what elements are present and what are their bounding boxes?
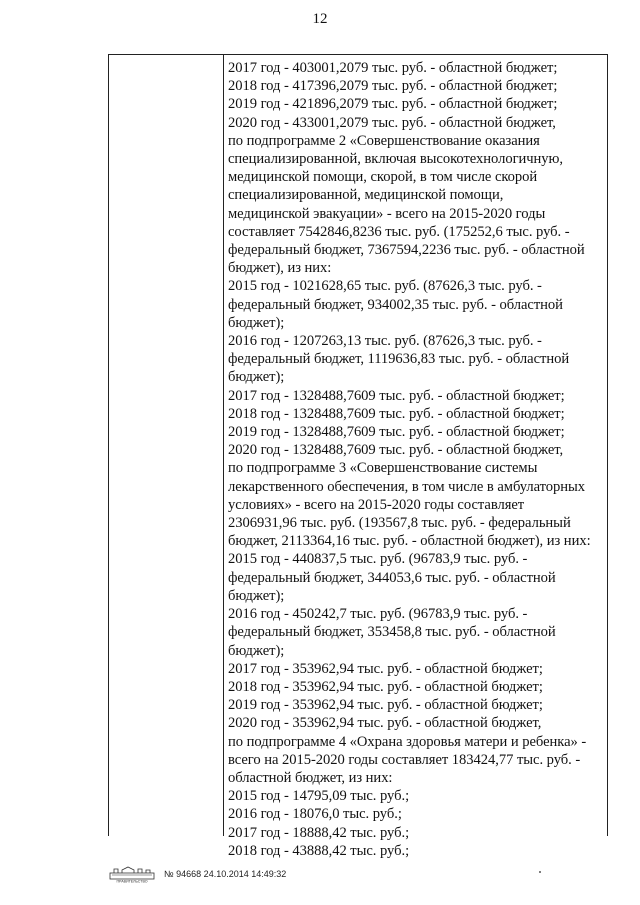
text-line: специализированной, включая высокотехнологичную, (228, 151, 564, 168)
text-line: медицинской эвакуации» - всего на 2015-2020 годы (228, 205, 546, 222)
registration-stamp: № 94668 24.10.2014 14:49:32 (164, 869, 287, 879)
text-line: 2015 год - 440837,5 тыс. руб. (96783,9 тыс. руб. - (228, 551, 528, 568)
text-line: федеральный бюджет, 344053,6 тыс. руб. - областной (228, 569, 556, 586)
text-line: специализированной, медицинской помощи, (228, 187, 504, 204)
text-line: бюджет); (228, 642, 285, 659)
text-line: федеральный бюджет, 7367594,2236 тыс. руб. - областной (228, 242, 585, 259)
text-line: федеральный бюджет, 353458,8 тыс. руб. - областной (228, 624, 556, 641)
page-number: 12 (312, 11, 328, 27)
text-line: федеральный бюджет, 934002,35 тыс. руб. - областной (228, 296, 563, 313)
text-line: бюджет), из них: (228, 260, 332, 277)
text-line: бюджет); (228, 369, 285, 386)
text-line: 2019 год - 1328488,7609 тыс. руб. - областной бюджет; (228, 424, 565, 441)
scan-dot (539, 871, 541, 873)
text-line: по подпрограмме 2 «Совершенствование оказания (228, 132, 540, 149)
text-line: условиях» - всего на 2015-2020 годы составляет (228, 496, 525, 513)
text-line: всего на 2015-2020 годы составляет 183424,77 тыс. руб. - (228, 751, 581, 768)
text-line: 2020 год - 433001,2079 тыс. руб. - областной бюджет, (228, 114, 556, 131)
text-line: медицинской помощи, скорой, в том числе скорой (228, 169, 538, 186)
text-line: 2015 год - 1021628,65 тыс. руб. (87626,3 тыс. руб. - (228, 278, 542, 295)
text-line: 2017 год - 403001,2079 тыс. руб. - областной бюджет; (228, 60, 558, 76)
text-line: 2017 год - 1328488,7609 тыс. руб. - областной бюджет; (228, 387, 565, 404)
text-line: 2018 год - 353962,94 тыс. руб. - областной бюджет; (228, 678, 543, 695)
text-line: областной бюджет, из них: (228, 769, 393, 786)
text-line: 2020 год - 1328488,7609 тыс. руб. - областной бюджет, (228, 442, 564, 459)
text-line: 2016 год - 450242,7 тыс. руб. (96783,9 тыс. руб. - (228, 606, 528, 623)
text-line: федеральный бюджет, 1119636,83 тыс. руб. - областной (228, 351, 570, 368)
text-line: 2018 год - 43888,42 тыс. руб.; (228, 842, 410, 859)
text-line: по подпрограмме 3 «Совершенствование системы (228, 460, 538, 477)
text-line: 2015 год - 14795,09 тыс. руб.; (228, 788, 410, 805)
text-line: 2016 год - 1207263,13 тыс. руб. (87626,3 тыс. руб. - (228, 333, 542, 350)
text-line: бюджет, 2113364,16 тыс. руб. - областной бюджет), из них: (228, 533, 591, 550)
text-line: 2019 год - 421896,2079 тыс. руб. - областной бюджет; (228, 96, 558, 113)
svg-text:ПРАВИТЕЛЬСТВО: ПРАВИТЕЛЬСТВО (116, 879, 148, 883)
text-line: лекарственного обеспечения, в том числе в амбулаторных (228, 478, 586, 495)
text-line: по подпрограмме 4 «Охрана здоровья матери и ребенка» - (228, 733, 587, 750)
table-cell-text (228, 59, 604, 860)
text-line: 2017 год - 18888,42 тыс. руб.; (228, 824, 410, 841)
footer (108, 864, 286, 884)
text-line: бюджет); (228, 587, 285, 604)
text-line: 2020 год - 353962,94 тыс. руб. - областной бюджет, (228, 715, 542, 732)
government-seal-icon (108, 865, 156, 883)
text-line: 2016 год - 18076,0 тыс. руб.; (228, 806, 402, 823)
text-line: 2018 год - 1328488,7609 тыс. руб. - областной бюджет; (228, 405, 565, 422)
column-divider (223, 55, 224, 836)
text-line: бюджет); (228, 314, 285, 331)
text-line: 2017 год - 353962,94 тыс. руб. - областной бюджет; (228, 660, 543, 677)
text-line: 2019 год - 353962,94 тыс. руб. - областной бюджет; (228, 697, 543, 714)
document-table (108, 54, 608, 859)
text-line: 2018 год - 417396,2079 тыс. руб. - областной бюджет; (228, 78, 558, 95)
text-line: 2306931,96 тыс. руб. (193567,8 тыс. руб. - федеральный (228, 515, 571, 532)
text-line: составляет 7542846,8236 тыс. руб. (175252,6 тыс. руб. - (228, 223, 570, 240)
